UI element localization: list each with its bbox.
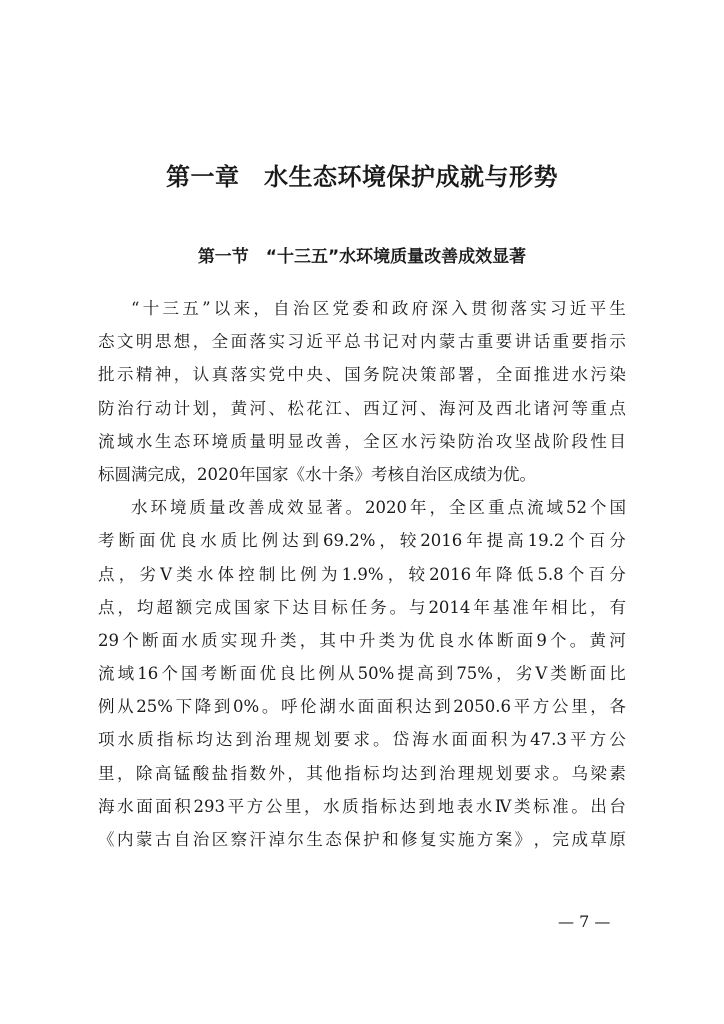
text-line: 《 内 蒙 古 自 治 区 察 汗 淖 尔 生 态 保 护 和 修 复 实 施 方 案 》 ， 完 成 草 原 (98, 830, 626, 849)
text-line: 海 水 面 面 积 293 平 方 公 里 ， 水 质 指 标 达 到 地 表 水 Ⅳ 类 标 准 。 出 台 (98, 796, 626, 816)
text-line: 29 个 断 面 水 质 实 现 升 类 ， 其 中 升 类 为 优 良 水 体 断 面 9 个 。 黄 河 (98, 630, 626, 650)
text-line: 标圆满完成，2020年国家《水十条》考核自治区成绩为优。 (98, 464, 536, 484)
text-line: 流 域 水 生 态 环 境 质 量 明 显 改 善 ， 全 区 水 污 染 防 治 攻 坚 战 阶 段 性 目 (98, 431, 626, 451)
text-line: 里 ， 除 高 锰 酸 盐 指 数 外 ， 其 他 指 标 均 达 到 治 理 规 划 要 求 。 乌 梁 素 (98, 763, 626, 783)
text-line: “ 十 三 五 ” 以 来 ， 自 治 区 党 委 和 政 府 深 入 贯 彻 落 实 习 近 平 生 (131, 299, 626, 318)
text-line: 水 环 境 质 量 改 善 成 效 显 著 。 2020 年 ， 全 区 重 点 流 域 52 个 国 (131, 498, 626, 518)
text-line: 点 ， 劣 Ⅴ 类 水 体 控 制 比 例 为 1.9% ， 较 2016 年 降 低 5.8 个 百 分 (98, 564, 626, 584)
chapter-title: 第一章 水生态环境保护成就与形势 (166, 163, 558, 191)
text-line: 流 域 16 个 国 考 断 面 优 良 比 例 从 50% 提 高 到 75% ， 劣 Ⅴ 类 断 面 比 (98, 664, 626, 684)
text-line: 点 ， 均 超 额 完 成 国 家 下 达 目 标 任 务 。 与 2014 年 基 准 年 相 比 ， 有 (98, 597, 626, 617)
text-line: 批 示 精 神 ， 认 真 落 实 党 中 央 、 国 务 院 决 策 部 署 ， 全 面 推 进 水 污 染 (98, 365, 626, 385)
paragraph (98, 491, 626, 856)
text-line: 例 从 25% 下 降 到 0% 。 呼 伦 湖 水 面 面 积 达 到 2050.6 平 方 公 里 ， 各 (98, 697, 626, 717)
section-title: 第一节 “十三五”水环境质量改善成效显著 (197, 247, 527, 267)
text-line: 态 文 明 思 想 ， 全 面 落 实 习 近 平 总 书 记 对 内 蒙 古 重 要 讲 话 重 要 指 示 (98, 332, 626, 352)
paragraph (98, 292, 626, 491)
text-line: 项 水 质 指 标 均 达 到 治 理 规 划 要 求 。 岱 海 水 面 面 积 为 47.3 平 方 公 (98, 730, 626, 750)
body-text (98, 292, 626, 856)
text-line: 考 断 面 优 良 水 质 比 例 达 到 69.2% ， 较 2016 年 提 高 19.2 个 百 分 (98, 531, 626, 551)
page-number: — 7 — (558, 912, 611, 931)
text-line: 防 治 行 动 计 划 ， 黄 河 、 松 花 江 、 西 辽 河 、 海 河 及 西 北 诸 河 等 重 点 (98, 398, 626, 418)
